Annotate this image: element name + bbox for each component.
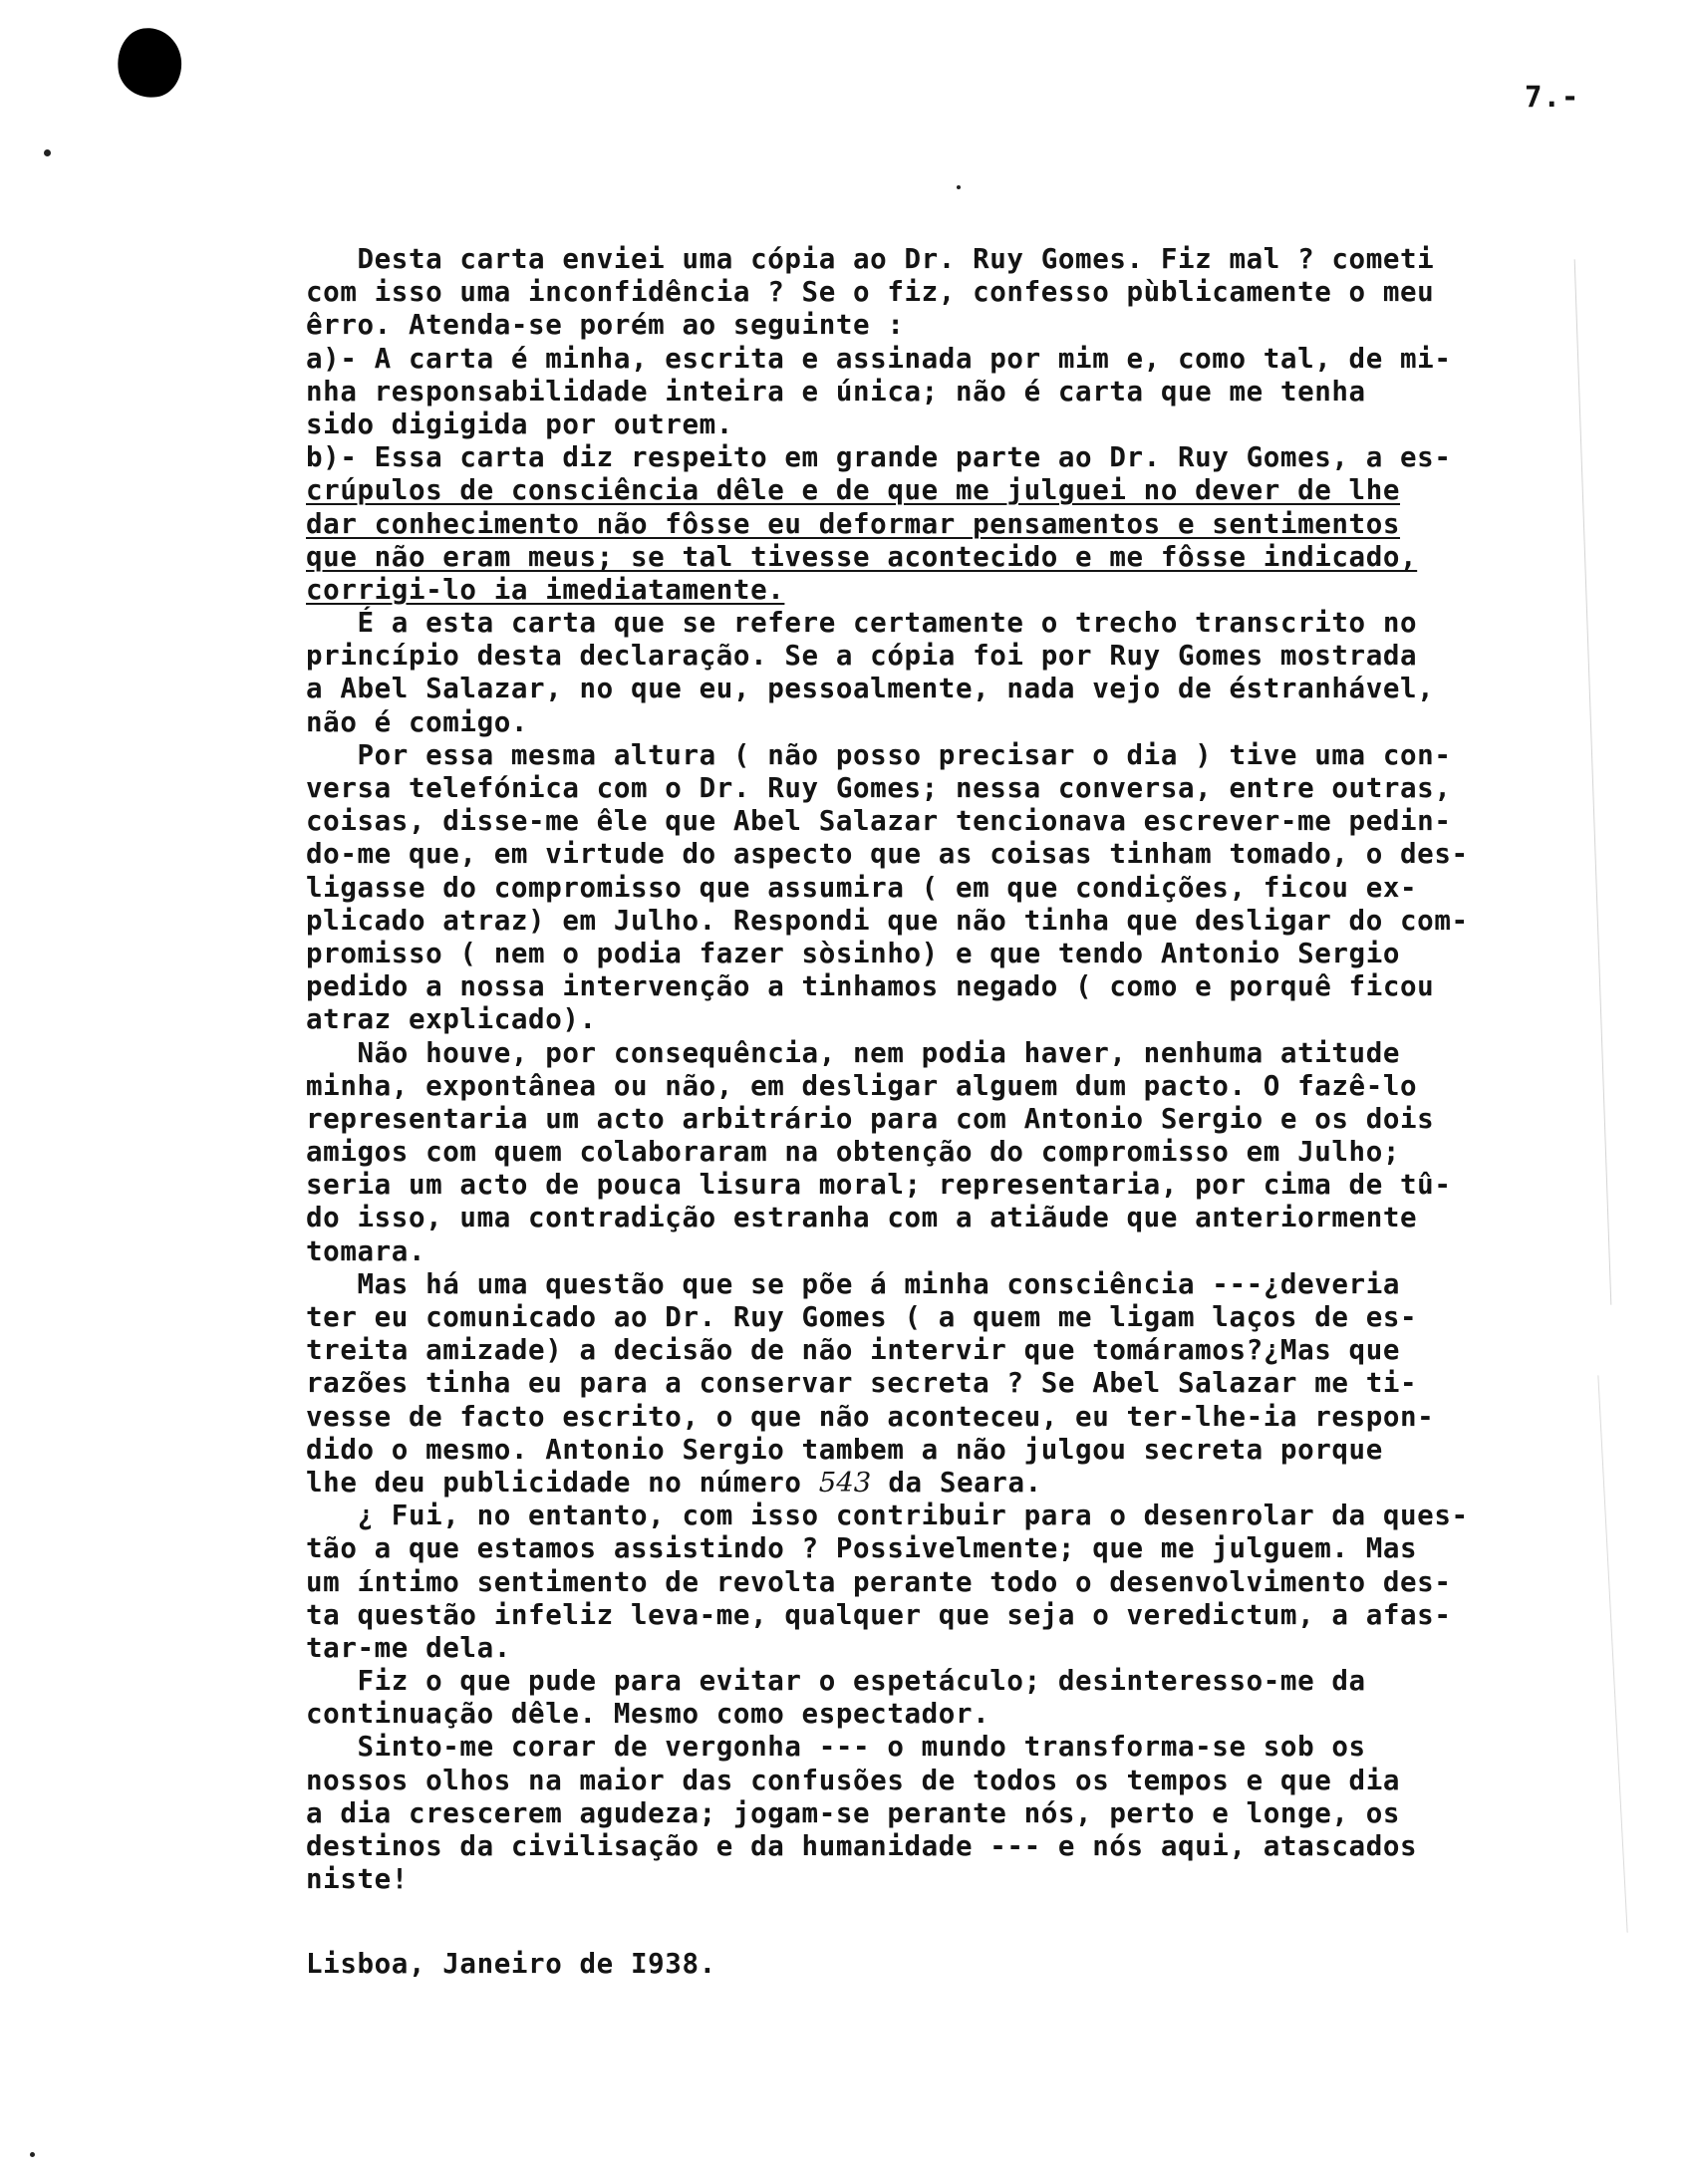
text-line [306, 1202, 1641, 1234]
line-text: Desta carta enviei uma cópia ao Dr. Ruy Gomes. Fiz mal ? cometi [306, 243, 1435, 275]
handwritten-number: 543 [818, 1466, 872, 1499]
line-text: Sinto-me corar de vergonha --- o mundo transforma-se sob os [306, 1731, 1366, 1764]
line-text: tão a que estamos assistindo ? Possivelmente; que me julguem. Mas [306, 1532, 1418, 1565]
text-line [306, 1268, 1641, 1301]
line-text: nha responsabilidade inteira e única; não é carta que me tenha [306, 375, 1366, 408]
line-text: pedido a nossa intervenção a tinhamos negado ( como e porquê ficou [306, 970, 1435, 1003]
closing-place-date: Lisboa, Janeiro de I938. [306, 1948, 716, 1980]
letter-body [306, 243, 1641, 1896]
line-text: nossos olhos na maior das confusões de todos os tempos e que dia [306, 1764, 1401, 1796]
text-line [306, 1334, 1641, 1367]
text-line [306, 508, 1641, 541]
line-text: êrro. Atenda-se porém ao seguinte : [306, 309, 905, 342]
line-text: razões tinha eu para a conservar secreta ? Se Abel Salazar me ti- [306, 1367, 1418, 1400]
text-line [306, 376, 1641, 409]
line-text: plicado atraz) em Julho. Respondi que não tinha que desligar do com- [306, 904, 1469, 937]
text-line [306, 1136, 1641, 1169]
text-line [306, 441, 1641, 474]
text-line [306, 607, 1641, 640]
line-text: atraz explicado). [306, 1003, 597, 1036]
text-line [306, 938, 1641, 970]
line-text: ¿ Fui, no entanto, com isso contribuir para o desenrolar da ques- [306, 1500, 1469, 1532]
line-text: a)- A carta é minha, escrita e assinada por mim e, como tal, de mi- [306, 342, 1452, 375]
line-text: dido o mesmo. Antonio Sergio tambem a não julgou secreta porque [306, 1433, 1383, 1466]
text-line [306, 1632, 1641, 1665]
text-line [306, 640, 1641, 673]
line-text: representaria um acto arbitrário para com Antonio Sergio e os dois [306, 1102, 1435, 1135]
line-text: a Abel Salazar, no que eu, pessoalmente, nada vejo de éstranhável, [306, 673, 1435, 705]
text-line [306, 1665, 1641, 1698]
line-text: É a esta carta que se refere certamente o trecho transcrito no [306, 607, 1418, 640]
line-text: um íntimo sentimento de revolta perante todo o desenvolvimento des- [306, 1565, 1452, 1598]
text-line [306, 474, 1641, 507]
text-line [306, 838, 1641, 871]
line-text: Mas há uma questão que se põe á minha consciência ---¿deveria [306, 1267, 1401, 1300]
text-line [306, 1235, 1641, 1268]
text-line [306, 574, 1641, 607]
line-text: Por essa mesma altura ( não posso precisar o dia ) tive uma con- [306, 738, 1452, 771]
text-line [306, 905, 1641, 938]
ink-blot [113, 24, 185, 102]
text-line [306, 872, 1641, 905]
text-line [306, 1070, 1641, 1103]
line-text: promisso ( nem o podia fazer sòsinho) e que tendo Antonio Sergio [306, 937, 1401, 969]
text-line [306, 1765, 1641, 1797]
text-line [306, 1103, 1641, 1136]
line-text: continuação dêle. Mesmo como espectador. [306, 1698, 990, 1731]
text-line [306, 739, 1641, 772]
text-line [306, 1467, 1641, 1500]
text-line [306, 1797, 1641, 1830]
text-line [306, 1169, 1641, 1202]
line-text: não é comigo. [306, 705, 529, 738]
text-line [306, 1566, 1641, 1599]
text-line [306, 1698, 1641, 1731]
text-line [306, 970, 1641, 1003]
text-line [306, 409, 1641, 441]
line-text: dar conhecimento não fôsse eu deformar pensamentos e sentimentos [306, 507, 1401, 540]
speck-mark [30, 2152, 35, 2157]
page-number: 7.- [1525, 80, 1580, 114]
line-text: ta questão infeliz leva-me, qualquer que seja o veredictum, a afas- [306, 1598, 1452, 1631]
line-text: do isso, uma contradição estranha com a atiãude que anteriormente [306, 1202, 1418, 1234]
line-text: Fiz o que pude para evitar o espetáculo; desinteresso-me da [306, 1665, 1366, 1698]
text-line [306, 1830, 1641, 1863]
line-text: tar-me dela. [306, 1631, 511, 1664]
text-line [306, 706, 1641, 739]
text-line [306, 1599, 1641, 1632]
line-text: treita amizade) a decisão de não intervir que tomáramos?¿Mas que [306, 1334, 1401, 1367]
line-text: seria um acto de pouca lisura moral; representaria, por cima de tû- [306, 1169, 1452, 1202]
speck-mark [957, 185, 961, 189]
line-text: vesse de facto escrito, o que não aconteceu, eu ter-lhe-ia respon- [306, 1400, 1435, 1433]
line-text: crúpulos de consciência dêle e de que me julguei no dever de lhe [306, 474, 1401, 507]
text-line [306, 243, 1641, 276]
text-line [306, 805, 1641, 838]
text-line [306, 1301, 1641, 1334]
text-line [306, 1731, 1641, 1764]
line-text: ligasse do compromisso que assumira ( em que condições, ficou ex- [306, 871, 1418, 904]
text-line [306, 1401, 1641, 1434]
line-text: a dia crescerem agudeza; jogam-se perante nós, perto e longe, os [306, 1796, 1401, 1829]
line-text: Não houve, por consequência, nem podia haver, nenhuma atitude [306, 1036, 1401, 1069]
text-line [306, 673, 1641, 705]
line-text: que não eram meus; se tal tivesse acontecido e me fôsse indicado, [306, 540, 1418, 573]
text-line [306, 1434, 1641, 1467]
text-line [306, 1532, 1641, 1565]
line-text: b)- Essa carta diz respeito em grande parte ao Dr. Ruy Gomes, a es- [306, 441, 1452, 474]
line-text: ter eu comunicado ao Dr. Ruy Gomes ( a quem me ligam laços de es- [306, 1301, 1418, 1333]
line-text: lhe deu publicidade no número [306, 1466, 819, 1499]
text-line [306, 1003, 1641, 1036]
line-text: destinos da civilisação e da humanidade --- e nós aqui, atascados [306, 1830, 1418, 1862]
line-text: minha, expontânea ou não, em desligar alguem dum pacto. O fazê-lo [306, 1069, 1418, 1102]
text-line [306, 1863, 1641, 1896]
text-line [306, 1037, 1641, 1070]
line-text: tomara. [306, 1234, 426, 1267]
line-text: com isso uma inconfidência ? Se o fiz, confesso pùblicamente o meu [306, 276, 1435, 309]
text-line [306, 343, 1641, 376]
line-text: amigos com quem colaboraram na obtenção do compromisso em Julho; [306, 1136, 1401, 1169]
line-text: versa telefónica com o Dr. Ruy Gomes; nessa conversa, entre outras, [306, 772, 1452, 804]
line-text: niste! [306, 1863, 409, 1896]
text-line [306, 1367, 1641, 1400]
line-text: corrigi-lo ia imediatamente. [306, 573, 785, 606]
line-text: do-me que, em virtude do aspecto que as coisas tinham tomado, o des- [306, 838, 1469, 871]
text-line [306, 276, 1641, 309]
line-text: coisas, disse-me êle que Abel Salazar tencionava escrever-me pedin- [306, 805, 1452, 838]
line-text-after: da Seara. [871, 1466, 1042, 1499]
text-line [306, 309, 1641, 342]
text-line [306, 541, 1641, 574]
text-line [306, 1500, 1641, 1532]
text-line [306, 772, 1641, 805]
line-text: sido digigida por outrem. [306, 408, 733, 440]
line-text: princípio desta declaração. Se a cópia foi por Ruy Gomes mostrada [306, 640, 1418, 673]
speck-mark [44, 149, 51, 156]
